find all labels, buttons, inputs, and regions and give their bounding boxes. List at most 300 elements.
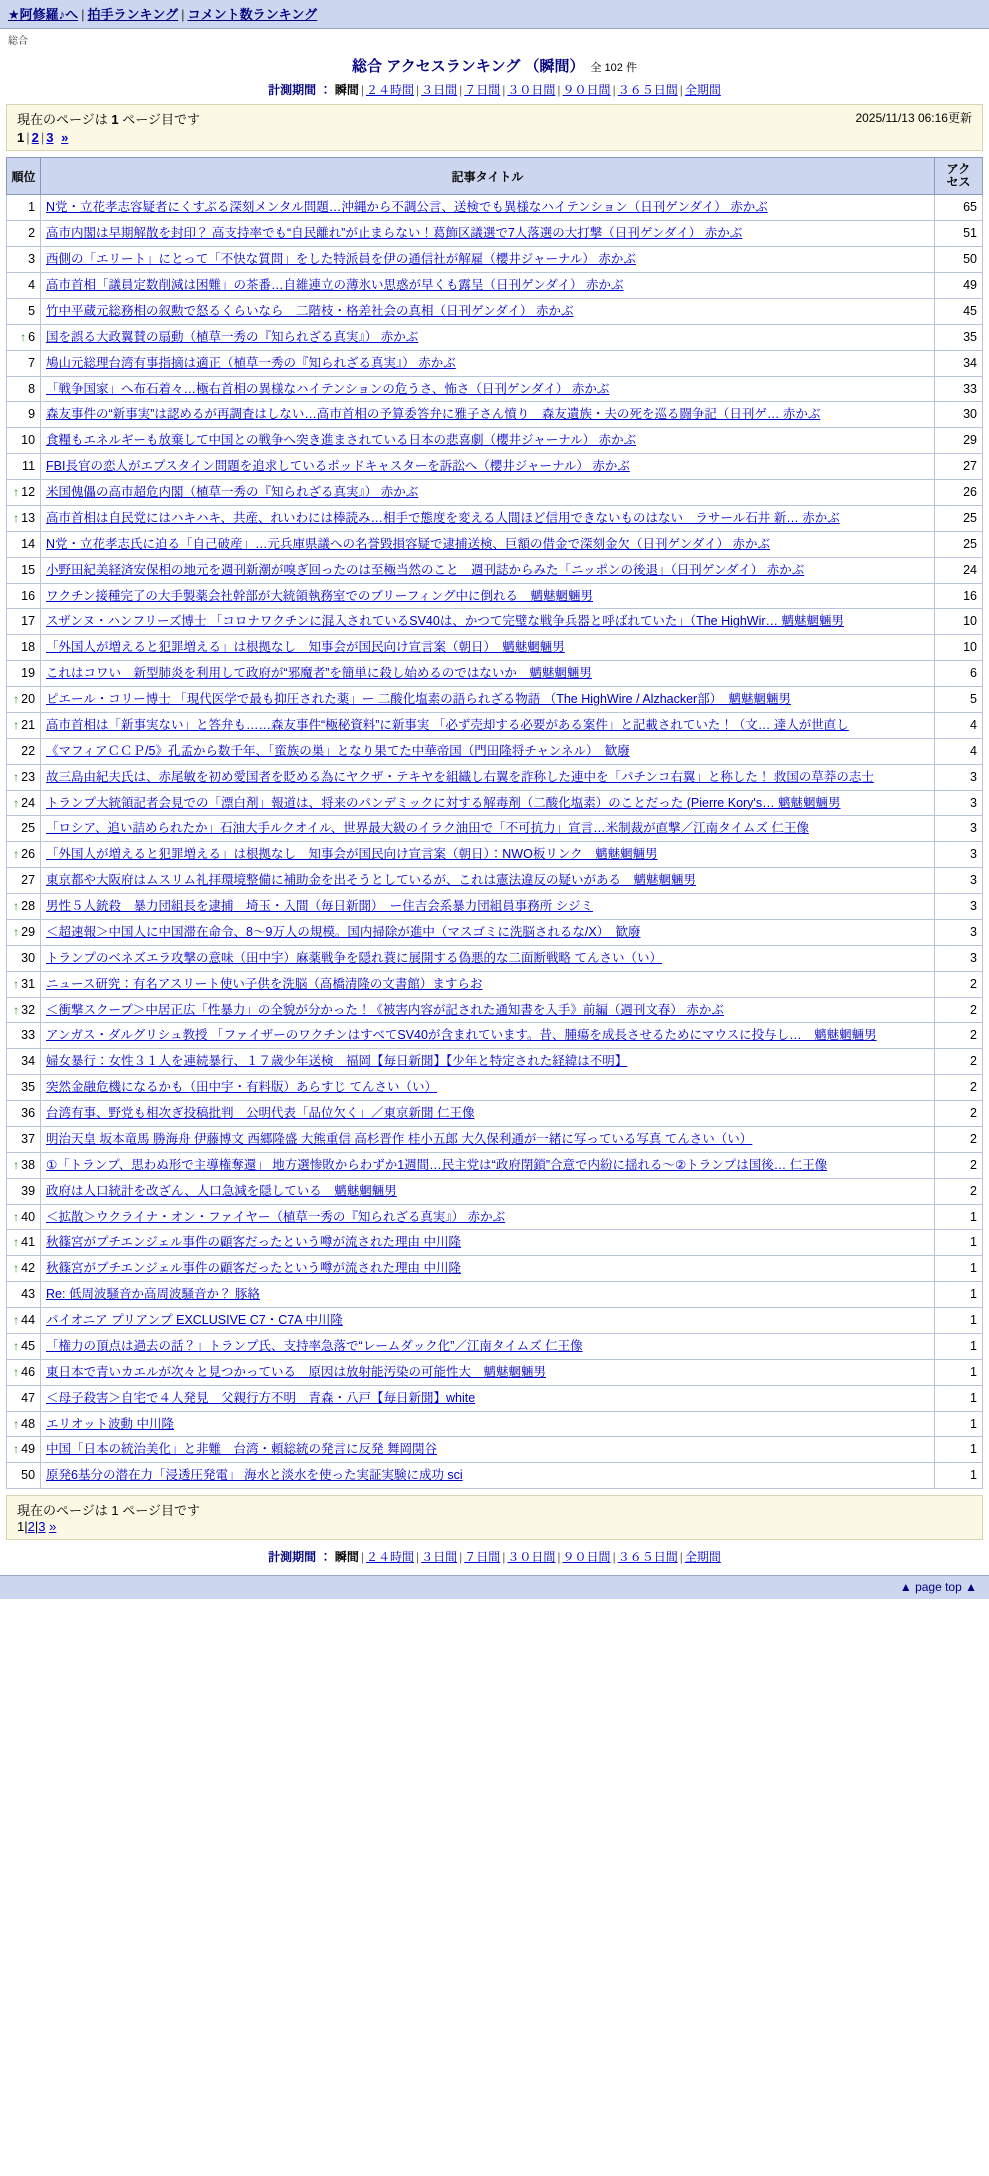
row-title-cell	[41, 324, 935, 350]
article-title-link[interactable]: 《マフィアＣＣＰ/5》孔孟から数千年、「蛮族の巣」となり果てた中華帝国（門田隆将チャンネル） 歓廢	[46, 743, 630, 758]
article-title-link[interactable]: 高市内閣は早期解散を封印？ 高支持率でも“自民離れ”が止まらない！葛飾区議選で7人落選の大打撃（日刊ゲンダイ） 赤かぶ	[46, 226, 743, 241]
row-rank	[7, 454, 41, 480]
rank-number: 50	[21, 1468, 36, 1483]
row-rank	[7, 1282, 41, 1308]
row-title-cell	[41, 764, 935, 790]
row-rank	[7, 997, 41, 1023]
page-top-link[interactable]: ▲ page top ▲	[899, 1580, 977, 1595]
row-title-cell	[41, 712, 935, 738]
row-access-count: 2	[934, 971, 982, 997]
article-title-link[interactable]: 原発6基分の潜在力「浸透圧発電」 海水と淡水を使った実証実験に成功 sci	[46, 1468, 463, 1483]
period-bottom-option-3d[interactable]: ３日間	[421, 1550, 458, 1565]
pagination-bottom	[17, 1519, 974, 1534]
article-title-link[interactable]: 明治天皇 坂本竜馬 勝海舟 伊藤博文 西郷隆盛 大熊重信 高杉晋作 桂小五郎 大久保利通が一緒に写っている写真 てんさい（い）	[46, 1131, 753, 1146]
row-rank	[7, 842, 41, 868]
pagination-bottom-page-3[interactable]: 3	[38, 1519, 46, 1535]
article-title-link[interactable]: ＜衝撃スクープ＞中居正広「性暴力」の全貌が分かった！《被害内容が記された通知書を入手》前編（週刊文春） 赤かぶ	[46, 1002, 724, 1017]
rank-number: 24	[21, 795, 36, 810]
row-title-cell	[41, 1126, 935, 1152]
table-row	[7, 712, 983, 738]
row-rank	[7, 868, 41, 894]
period-label-bottom: 計測期間 ：	[268, 1550, 332, 1565]
row-rank	[7, 971, 41, 997]
footer-bar	[0, 1575, 989, 1599]
period-bottom-option-30d[interactable]: ３０日間	[507, 1550, 556, 1565]
pagination-next[interactable]: »	[61, 130, 69, 145]
rank-up-arrow-icon: ↑	[13, 1416, 20, 1431]
rank-number: 16	[21, 588, 36, 603]
period-bottom-option-7d[interactable]: ７日間	[464, 1550, 501, 1565]
row-access-count: 3	[934, 868, 982, 894]
rank-number: 40	[21, 1209, 36, 1224]
period-sep-6: |	[612, 83, 616, 97]
row-rank	[7, 557, 41, 583]
rank-up-arrow-icon: ↑	[13, 924, 20, 939]
article-title-link[interactable]: 「戦争国家」へ布石着々…極右首相の異様なハイテンションの危うさ、怖さ（日刊ゲンダイ） 赤かぶ	[46, 381, 610, 396]
article-title-link[interactable]: N党・立花孝志氏に迫る「自己破産」…元兵庫県議への名誉毀損容疑で逮捕送検、巨額の借金で深刻金欠（日刊ゲンダイ） 赤かぶ	[46, 536, 771, 551]
article-title-link[interactable]: 男性５人銃殺 暴力団組長を逮捕 埼玉・入間（毎日新聞） ー住吉会系暴力団組員事務所 シジミ	[46, 899, 593, 913]
period-sep-2: |	[416, 83, 420, 97]
table-row	[7, 350, 983, 376]
rank-up-arrow-icon: ↑	[13, 976, 20, 991]
rank-number: 30	[21, 950, 36, 965]
rank-number: 1	[28, 200, 36, 215]
page-status-prefix: 現在のページは	[17, 112, 112, 127]
rank-number: 43	[21, 1287, 36, 1302]
nav-separator-2: |	[181, 7, 185, 22]
article-title-link[interactable]: ピエール・コリー博士 「現代医学で最も抑圧された薬」ー 二酸化塩素の語られざる物語 （The HighWire / Alzhacker部） 魑魅魍魎男	[46, 692, 791, 706]
rank-number: 17	[21, 614, 36, 629]
rank-number: 48	[21, 1416, 36, 1431]
rank-number: 29	[21, 924, 36, 939]
rank-number: 18	[21, 640, 36, 655]
article-title-link[interactable]: 小野田紀美経済安保相の地元を週刊新潮が嗅ぎ回ったのは至極当然のこと 週刊誌からみた「ニッポンの後退」（日刊ゲンダイ） 赤かぶ	[46, 562, 805, 577]
rank-up-arrow-icon: ↑	[13, 717, 20, 732]
period-sep-7: |	[679, 83, 683, 97]
rank-number: 7	[28, 355, 36, 370]
row-rank	[7, 945, 41, 971]
table-row	[7, 402, 983, 428]
article-title-link[interactable]: パイオニア プリアンプ EXCLUSIVE C7・C7A 中川隆	[46, 1313, 343, 1327]
rank-number: 41	[21, 1235, 36, 1250]
article-title-link[interactable]: トランプのベネズエラ攻撃の意味（田中宇）麻薬戦争を隠れ蓑に展開する偽悪的な二面断戦略 てんさい（い）	[46, 950, 663, 965]
article-title-link[interactable]: 政府は人口統計を改ざん、人口急減を隠している 魑魅魍魎男	[46, 1183, 397, 1198]
row-title-cell	[41, 842, 935, 868]
article-title-link[interactable]: 米国傀儡の高市超危内閣（植草一秀の『知られざる真実』） 赤かぶ	[46, 485, 419, 499]
period-option-3d[interactable]: ３日間	[421, 83, 458, 97]
row-rank	[7, 531, 41, 557]
article-title-link[interactable]: 東京都や大阪府はムスリム礼拝環境整備に補助金を出そうとしているが、これは憲法違反の疑いがある 魑魅魍魎男	[46, 873, 697, 888]
row-rank	[7, 1463, 41, 1489]
article-title-link[interactable]: ニュース研究：有名アスリート使い子供を洗脳（高橋清隆の文書館）ますらお	[46, 976, 483, 991]
row-title-cell	[41, 428, 935, 454]
article-title-link[interactable]: FBI長官の恋人がエプスタイン問題を追求しているポッドキャスターを訴訟へ（櫻井ジャーナル） 赤かぶ	[46, 459, 630, 474]
row-rank	[7, 402, 41, 428]
article-title-link[interactable]: 鳩山元総理台湾有事指摘は適正（植草一秀の『知られざる真実』） 赤かぶ	[46, 355, 456, 370]
table-row	[7, 298, 983, 324]
table-row	[7, 738, 983, 764]
pagination-bottom-page-1: 1	[17, 1519, 25, 1535]
rank-number: 45	[21, 1338, 36, 1353]
pagination-sep-2: |	[40, 130, 45, 145]
row-access-count: 16	[934, 583, 982, 609]
article-title-link[interactable]: 秋篠宮がプチエンジェル事件の顧客だったという噂が流された理由 中川隆	[46, 1235, 461, 1250]
row-rank	[7, 428, 41, 454]
row-access-count: 65	[934, 195, 982, 221]
row-title-cell	[41, 1282, 935, 1308]
row-title-cell	[41, 350, 935, 376]
nav-link-comment-ranking[interactable]: コメント数ランキング	[187, 7, 318, 22]
rank-up-arrow-icon: ↑	[13, 1002, 20, 1017]
row-title-cell	[41, 1308, 935, 1334]
row-rank	[7, 324, 41, 350]
article-title-link[interactable]: これはコワい 新型肺炎を利用して政府が“邪魔者”を簡単に殺し始めるのではないか 魑魅魍魎男	[46, 666, 592, 681]
rank-up-arrow-icon: ↑	[13, 1364, 20, 1379]
period-bottom-sep-7: |	[679, 1550, 683, 1565]
row-access-count: 49	[934, 273, 982, 299]
row-title-cell	[41, 997, 935, 1023]
row-access-count: 2	[934, 1178, 982, 1204]
result-count: 全 102 件	[590, 62, 637, 74]
column-header-title: 記事タイトル	[41, 158, 935, 195]
row-rank	[7, 1308, 41, 1334]
row-access-count: 4	[934, 738, 982, 764]
rank-up-arrow-icon: ↑	[13, 1338, 20, 1353]
row-rank	[7, 1437, 41, 1463]
row-title-cell	[41, 247, 935, 273]
row-rank	[7, 480, 41, 506]
rank-number: 36	[21, 1106, 36, 1120]
rank-up-arrow-icon: ↑	[13, 1313, 20, 1327]
row-rank	[7, 894, 41, 920]
row-title-cell	[41, 1023, 935, 1049]
row-access-count: 2	[934, 1152, 982, 1178]
table-row	[7, 971, 983, 997]
table-row	[7, 1359, 983, 1385]
rank-number: 46	[21, 1364, 36, 1379]
pagination-sep-1: |	[26, 130, 30, 145]
row-title-cell	[41, 738, 935, 764]
table-row	[7, 1282, 983, 1308]
table-row	[7, 1049, 983, 1075]
pagination-bottom-page-2[interactable]: 2	[27, 1519, 35, 1535]
period-option-7d[interactable]: ７日間	[464, 83, 501, 97]
pagination-page-1: 1	[17, 130, 25, 145]
article-title-link[interactable]: 「ロシア、追い詰められたか」石油大手ルクオイル、世界最大級のイラク油田で「不可抗力」宣言…米制裁が直撃／江南タイムズ 仁王像	[46, 821, 809, 836]
row-title-cell	[41, 635, 935, 661]
period-bottom-sep-3: |	[459, 1550, 463, 1565]
row-title-cell	[41, 1178, 935, 1204]
article-title-link[interactable]: ワクチン接種完了の大手製薬会社幹部が大統領執務室でのブリーフィング中に倒れる 魑魅魍魎男	[46, 588, 594, 603]
row-title-cell	[41, 661, 935, 687]
row-access-count: 6	[934, 661, 982, 687]
rank-up-arrow-icon: ↑	[13, 795, 20, 810]
period-option-24h[interactable]: ２４時間	[365, 83, 414, 97]
article-title-link[interactable]: 「外国人が増えると犯罪増える」は根拠なし 知事会が国民向け宣言案（朝日） 魑魅魍魎男	[46, 640, 565, 655]
rank-number: 38	[21, 1157, 36, 1172]
row-title-cell	[41, 557, 935, 583]
article-title-link[interactable]: 秋篠宮がプチエンジェル事件の顧客だったという噂が流された理由 中川隆	[46, 1261, 461, 1276]
row-access-count: 3	[934, 790, 982, 816]
table-row	[7, 945, 983, 971]
article-title-link[interactable]: ＜超速報＞中国人に中国滞在命令、8～9万人の規模。国内掃除が進中（マスゴミに洗脳されるな/X） 歓廢	[46, 924, 641, 939]
period-sep-3: |	[459, 83, 463, 97]
table-row	[7, 661, 983, 687]
row-rank	[7, 1152, 41, 1178]
table-row	[7, 557, 983, 583]
article-title-link[interactable]: ＜拡散＞ウクライナ・オン・ファイヤー（植草一秀の『知られざる真実』） 赤かぶ	[46, 1209, 506, 1224]
table-row	[7, 1023, 983, 1049]
nav-link-applause-ranking[interactable]: 拍手ランキング	[87, 7, 179, 22]
row-title-cell	[41, 1075, 935, 1101]
rank-number: 10	[21, 433, 36, 448]
row-access-count: 10	[934, 635, 982, 661]
table-row	[7, 1256, 983, 1282]
pagination-bottom-next[interactable]: »	[49, 1519, 57, 1535]
period-bottom-sep-2: |	[416, 1550, 420, 1565]
row-rank	[7, 1023, 41, 1049]
row-access-count: 29	[934, 428, 982, 454]
row-title-cell	[41, 816, 935, 842]
rank-number: 27	[21, 873, 36, 888]
article-title-link[interactable]: スザンヌ・ハンフリーズ博士 「コロナワクチンに混入されているSV40は、かつて完璧な戦争兵器と呼ばれていた」（The HighWir… 魑魅魍魎男	[46, 614, 845, 629]
row-access-count: 4	[934, 712, 982, 738]
row-rank	[7, 1256, 41, 1282]
article-title-link[interactable]: 食糧もエネルギーも放棄して中国との戦争へ突き進まされている日本の悲喜劇（櫻井ジャーナル） 赤かぶ	[46, 433, 637, 448]
row-access-count: 1	[934, 1359, 982, 1385]
rank-number: 42	[21, 1261, 36, 1276]
table-row	[7, 376, 983, 402]
current-page-number: 1	[111, 112, 119, 127]
rank-up-arrow-icon: ↑	[13, 1235, 20, 1250]
row-access-count: 1	[934, 1463, 982, 1489]
article-title-link[interactable]: 婦女暴行：女性３１人を連続暴行、１７歳少年送検 福岡【毎日新聞】【少年と特定された経緯は不明】	[46, 1054, 628, 1069]
rank-number: 11	[22, 459, 36, 474]
period-sep-1: |	[360, 83, 364, 97]
row-access-count: 1	[934, 1333, 982, 1359]
period-bottom-option-365d[interactable]: ３６５日間	[617, 1550, 678, 1565]
row-rank	[7, 298, 41, 324]
article-title-link[interactable]: 「権力の頂点は過去の話？」トランプ氏、支持率急落で“レームダック化”／江南タイムズ 仁王像	[46, 1338, 583, 1353]
row-rank	[7, 687, 41, 713]
rank-number: 19	[21, 666, 36, 681]
row-rank	[7, 1230, 41, 1256]
table-row	[7, 764, 983, 790]
row-title-cell	[41, 919, 935, 945]
article-title-link[interactable]: 国を誤る大政翼賛の扇動（植草一秀の『知られざる真実』） 赤かぶ	[46, 329, 419, 344]
row-title-cell	[41, 1049, 935, 1075]
table-row	[7, 919, 983, 945]
pagination-page-3[interactable]: 3	[46, 130, 54, 145]
rank-number: 33	[21, 1028, 36, 1043]
row-access-count: 3	[934, 919, 982, 945]
row-rank	[7, 1411, 41, 1437]
period-option-365d[interactable]: ３６５日間	[617, 83, 678, 97]
period-label: 計測期間 ：	[268, 83, 332, 97]
row-title-cell	[41, 1411, 935, 1437]
row-access-count: 1	[934, 1308, 982, 1334]
row-access-count: 1	[934, 1204, 982, 1230]
rank-number: 34	[21, 1054, 36, 1069]
row-rank	[7, 738, 41, 764]
row-access-count: 26	[934, 480, 982, 506]
ranking-table	[6, 157, 983, 1489]
period-bottom-sep-5: |	[557, 1550, 561, 1565]
table-row	[7, 480, 983, 506]
row-title-cell	[41, 971, 935, 997]
rank-number: 13	[21, 510, 36, 525]
row-rank	[7, 1204, 41, 1230]
rank-up-arrow-icon: ↑	[13, 769, 20, 784]
row-rank	[7, 1126, 41, 1152]
period-option-90d[interactable]: ９０日間	[562, 83, 611, 97]
row-rank	[7, 195, 41, 221]
table-row	[7, 635, 983, 661]
rank-number: 12	[21, 485, 36, 499]
table-header-row	[7, 158, 983, 195]
article-title-link[interactable]: 「外国人が増えると犯罪増える」は根拠なし 知事会が国民向け宣言案（朝日）：NWO板リンク 魑魅魍魎男	[46, 847, 658, 862]
period-sep-5: |	[557, 83, 561, 97]
period-option-30d[interactable]: ３０日間	[507, 83, 556, 97]
rank-number: 44	[21, 1313, 36, 1327]
pagination-page-2[interactable]: 2	[31, 130, 39, 145]
row-access-count: 35	[934, 324, 982, 350]
row-rank	[7, 350, 41, 376]
article-title-link[interactable]: アンガス・ダルグリシュ教授 「ファイザーのワクチンはすべてSV40が含まれています。昔、腫瘍を成長させるためにマウスに投与し… 魑魅魍魎男	[46, 1028, 877, 1043]
period-bottom-sep-1: |	[360, 1550, 364, 1565]
row-access-count: 2	[934, 997, 982, 1023]
rank-number: 6	[28, 329, 36, 344]
table-row	[7, 273, 983, 299]
table-row	[7, 428, 983, 454]
rank-number: 32	[21, 1002, 36, 1017]
rank-number: 22	[21, 743, 36, 758]
row-access-count: 25	[934, 531, 982, 557]
row-access-count: 1	[934, 1256, 982, 1282]
row-title-cell	[41, 454, 935, 480]
row-rank	[7, 712, 41, 738]
row-rank	[7, 635, 41, 661]
table-row	[7, 221, 983, 247]
rank-up-arrow-icon: ↑	[13, 692, 20, 706]
rank-number: 14	[21, 536, 36, 551]
article-title-link[interactable]: ＜母子殺害＞自宅で４人発見 父親行方不明 青森・八戸【毎日新聞】white	[46, 1390, 476, 1405]
rank-number: 21	[21, 717, 36, 732]
article-title-link[interactable]: Re: 低周波騒音か高周波騒音か？ 豚絡	[46, 1287, 260, 1302]
row-rank	[7, 273, 41, 299]
table-row	[7, 1204, 983, 1230]
row-title-cell	[41, 1333, 935, 1359]
article-title-link[interactable]: 突然金融危機になるかも（田中宇・有料版）あらすじ てんさい（い）	[46, 1080, 438, 1095]
article-title-link[interactable]: 高市首相は自民党にはハキハキ、共産、れいわには棒読み…相手で態度を変える人間ほど信用できないものはない ラサール石井 新… 赤かぶ	[46, 510, 840, 525]
row-title-cell	[41, 868, 935, 894]
period-bottom-option-24h[interactable]: ２４時間	[365, 1550, 414, 1565]
period-option-all[interactable]: 全期間	[684, 83, 721, 97]
rank-up-arrow-icon: ↑	[13, 1261, 20, 1276]
table-row	[7, 1152, 983, 1178]
rank-up-arrow-icon: ↑	[13, 1442, 20, 1457]
row-title-cell	[41, 583, 935, 609]
article-title-link[interactable]: 東日本で青いカエルが次々と見つかっている 原因は放射能汚染の可能性大 魑魅魍魎男	[46, 1364, 547, 1379]
rank-number: 37	[21, 1131, 36, 1146]
row-rank	[7, 1178, 41, 1204]
column-header-rank: 順位	[7, 158, 41, 195]
row-rank	[7, 505, 41, 531]
row-title-cell	[41, 1101, 935, 1127]
rank-number: 47	[21, 1390, 36, 1405]
period-bottom-option-90d[interactable]: ９０日間	[562, 1550, 611, 1565]
table-row	[7, 1075, 983, 1101]
row-access-count: 2	[934, 1023, 982, 1049]
rank-number: 25	[21, 821, 36, 836]
table-row	[7, 583, 983, 609]
period-current-bottom: 瞬間	[334, 1550, 359, 1565]
row-title-cell	[41, 945, 935, 971]
table-row	[7, 1411, 983, 1437]
row-access-count: 30	[934, 402, 982, 428]
rank-number: 39	[21, 1183, 36, 1198]
row-title-cell	[41, 273, 935, 299]
article-title-link[interactable]: 森友事件の“新事実”は認めるが再調査はしない…高市首相の予算委答弁に雅子さん憤り 森友遺族・夫の死を巡る闘争記（日刊ゲ… 赤かぶ	[46, 407, 821, 422]
column-header-access: アク セス	[934, 158, 982, 195]
article-title-link[interactable]: 高市首相は「新事実ない」と答弁も……森友事件“極秘資料”に新事実 「必ず売却する必要がある案件」と記載されていた！（文… 達人が世直し	[46, 717, 849, 732]
row-title-cell	[41, 609, 935, 635]
row-title-cell	[41, 480, 935, 506]
row-title-cell	[41, 531, 935, 557]
article-title-link[interactable]: 竹中平蔵元総務相の叙勲で怒るくらいなら 二階枝・格差社会の真相（日刊ゲンダイ） 赤かぶ	[46, 303, 574, 318]
article-title-link[interactable]: N党・立花孝志容疑者にくすぶる深刻メンタル問題…沖縄から不調公言、送検でも異様なハイテンション（日刊ゲンダイ） 赤かぶ	[46, 200, 768, 215]
table-row	[7, 1178, 983, 1204]
rank-number: 9	[28, 407, 36, 422]
nav-link-asyura[interactable]: ★阿修羅♪へ	[8, 7, 79, 22]
row-access-count: 2	[934, 1075, 982, 1101]
article-title-link[interactable]: 台湾有事、野党も相次ぎ投稿批判 公明代表「品位欠く」／東京新聞 仁王像	[46, 1106, 475, 1120]
rank-number: 28	[21, 899, 36, 913]
row-access-count: 1	[934, 1385, 982, 1411]
row-title-cell	[41, 195, 935, 221]
row-access-count: 25	[934, 505, 982, 531]
article-title-link[interactable]: トランプ大統領記者会見での「漂白剤」報道は、将来のパンデミックに対する解毒剤（二酸化塩素）のことだった (Pierre Kory's… 魑魅魍魎男	[46, 795, 841, 810]
row-rank	[7, 1101, 41, 1127]
table-row	[7, 687, 983, 713]
article-title-link[interactable]: 高市首相「議員定数削減は困難」の茶番…自維連立の薄氷い思惑が早くも露呈（日刊ゲンダイ） 赤かぶ	[46, 278, 624, 292]
period-bottom-option-all[interactable]: 全期間	[684, 1550, 721, 1565]
article-title-link[interactable]: 故三島由紀夫氏は、赤尾敏を初め愛国者を貶める為にヤクザ・テキヤを組織し右翼を詐称した連中を「パチンコ右翼」と称した！ 救国の草莽の志士	[46, 769, 874, 784]
row-title-cell	[41, 687, 935, 713]
article-title-link[interactable]: 中国「日本の統治美化」と非難 台湾・頼総統の発言に反発 舞岡関谷	[46, 1442, 438, 1457]
row-access-count: 5	[934, 687, 982, 713]
row-access-count: 24	[934, 557, 982, 583]
row-title-cell	[41, 376, 935, 402]
rank-number: 23	[21, 769, 36, 784]
rank-number: 26	[21, 847, 36, 862]
breadcrumb: 総合	[8, 36, 28, 47]
table-row	[7, 894, 983, 920]
rank-up-arrow-icon: ↑	[20, 329, 27, 344]
period-bottom-sep-6: |	[612, 1550, 616, 1565]
rank-number: 2	[28, 226, 36, 241]
article-title-link[interactable]: エリオット波動 中川隆	[46, 1416, 175, 1431]
table-row	[7, 1333, 983, 1359]
table-row	[7, 1230, 983, 1256]
pagination-bottom-sep-2: |	[34, 1519, 39, 1535]
row-access-count: 3	[934, 945, 982, 971]
row-rank	[7, 376, 41, 402]
article-title-link[interactable]: 西側の「エリート」にとって「不快な質問」をした特派員を伊の通信社が解雇（櫻井ジャーナル） 赤かぶ	[46, 252, 636, 267]
row-access-count: 51	[934, 221, 982, 247]
article-title-link[interactable]: ①「トランプ、思わぬ形で主導権奪還」 地方選惨敗からわずか1週間…民主党は“政府閉鎖”合意で内紛に揺れる～②トランプは国後… 仁王像	[46, 1157, 828, 1172]
rank-number: 49	[21, 1442, 36, 1457]
